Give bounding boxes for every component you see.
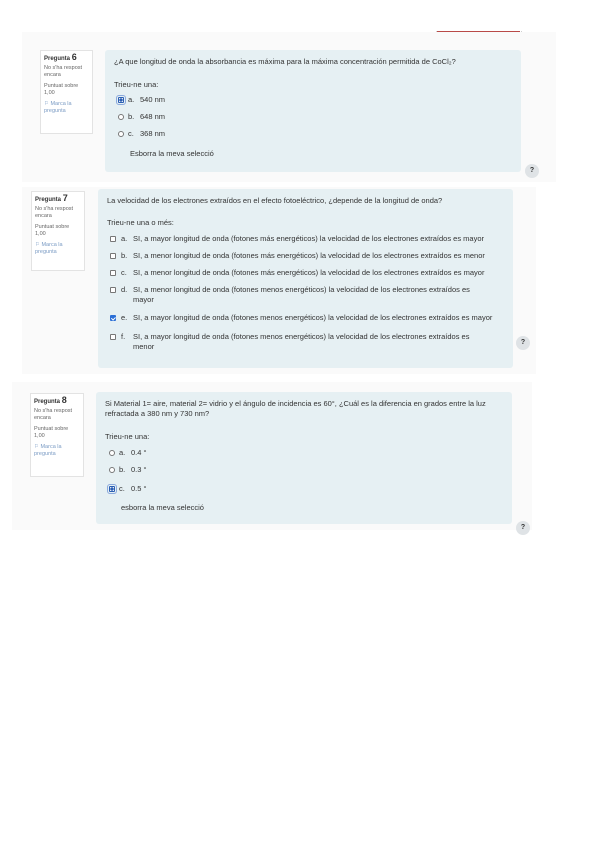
answer-option-a[interactable] [109,448,147,458]
answer-prompt: Trieu-ne una: [105,432,150,441]
question-label: Pregunta [44,56,71,62]
answer-option-f[interactable] [110,332,488,352]
option-letter: c. [119,484,125,493]
option-letter: b. [121,251,128,260]
question-label: Pregunta [35,197,62,203]
option-letter: b. [119,465,126,474]
flag-question-label: Marca la pregunta [35,242,63,255]
flag-question-link[interactable] [44,101,89,115]
flag-icon: ⚐ [34,444,41,450]
radio[interactable] [109,467,115,473]
answer-prompt: Trieu-ne una: [114,80,159,89]
checkbox[interactable] [110,287,116,293]
checkbox-checked[interactable] [110,315,116,321]
option-text: 0.3 ° [131,465,147,474]
question-status: No s'ha respost encara [34,408,73,421]
question-text: La velocidad de los electrones extraídos en el efecto fotoeléctrico, ¿depende de la longitud de onda? [107,196,443,205]
answer-option-b[interactable] [109,465,147,475]
flag-question-label: Marca la pregunta [44,101,72,114]
option-text: 648 nm [140,112,166,121]
checkbox[interactable] [110,270,116,276]
help-icon[interactable]: ? [525,164,539,178]
option-text: 368 nm [140,129,166,138]
option-text: 0.5 ° [131,484,147,493]
radio-selected[interactable] [109,486,115,492]
answer-option-b[interactable] [110,251,508,261]
question-text: Si Material 1= aire, material 2= vidrio y el ángulo de incidencia es 60°, ¿Cuál es la diferencia en grados entre la luz refractada a 380 nm y 730 nm? [105,399,486,418]
option-letter: e. [121,313,128,322]
question-content-6 [105,50,521,172]
answer-option-c[interactable] [110,268,508,278]
question-score: Puntuat sobre 1,00 [35,224,70,237]
flag-icon: ⚐ [35,242,42,248]
option-text: SI, a mayor longitud de onda (fotones más energéticos) la velocidad de los electrones extraídos es mayor [133,234,485,243]
option-text: 0.4 ° [131,448,147,457]
option-letter: c. [128,129,134,138]
answer-option-a[interactable] [110,234,508,244]
option-text: SI, a mayor longitud de onda (fotones menos energéticos) la velocidad de los electrones extraídos es menor [133,332,470,351]
help-icon[interactable]: ? [516,521,530,535]
flag-question-link[interactable] [35,242,81,256]
option-text: SI, a menor longitud de onda (fotones más energéticos) la velocidad de los electrones extraídos es menor [133,251,485,260]
option-letter: a. [119,448,126,457]
question-label: Pregunta [34,399,61,405]
question-status: No s'ha respost encara [35,206,74,219]
option-text: 540 nm [140,95,166,104]
checkbox[interactable] [110,253,116,259]
option-letter: a. [121,234,128,243]
option-letter: b. [128,112,135,121]
question-content-8 [96,392,512,524]
radio-selected[interactable] [118,97,124,103]
answer-option-b[interactable] [118,112,165,122]
clear-selection-link[interactable]: Esborra la meva selecció [130,149,214,158]
question-number: 8 [61,395,67,405]
option-text: SI, a menor longitud de onda (fotones más energéticos) la velocidad de los electrones extraídos es mayor [133,268,485,277]
answer-option-c[interactable] [118,129,165,139]
clear-selection-link[interactable]: esborra la meva selecció [121,503,204,512]
question-status: No s'ha respost encara [44,65,83,78]
radio[interactable] [118,114,124,120]
flag-question-link[interactable] [34,444,80,458]
option-letter: a. [128,95,135,104]
question-content-7 [98,189,513,368]
answer-option-d[interactable] [110,285,488,305]
question-text: ¿A que longitud de onda la absorbancia es máxima para la máxima concentración permitida de CoCl₂? [114,57,456,66]
question-info-8 [30,393,84,477]
question-info-6 [40,50,93,134]
question-info-7 [31,191,85,271]
question-score: Puntuat sobre 1,00 [34,426,69,439]
question-number: 6 [71,52,77,62]
option-letter: c. [121,268,127,277]
option-text: SI, a menor longitud de onda (fotones menos energéticos) la velocidad de los electrones extraídos es mayor [133,285,470,304]
flag-question-label: Marca la pregunta [34,444,62,457]
option-letter: d. [121,285,128,294]
option-letter: f. [121,332,126,341]
answer-prompt: Trieu-ne una o més: [107,218,174,227]
option-text: SI, a mayor longitud de onda (fotones menos energéticos) la velocidad de los electrones extraídos es mayor [133,313,493,322]
flag-icon: ⚐ [44,101,51,107]
checkbox[interactable] [110,236,116,242]
answer-option-e[interactable] [110,313,508,323]
help-icon[interactable]: ? [516,336,530,350]
radio[interactable] [118,131,124,137]
answer-option-a[interactable] [118,95,165,105]
question-score: Puntuat sobre 1,00 [44,83,79,96]
radio[interactable] [109,450,115,456]
question-number: 7 [62,193,68,203]
answer-option-c[interactable] [109,484,147,494]
checkbox[interactable] [110,334,116,340]
